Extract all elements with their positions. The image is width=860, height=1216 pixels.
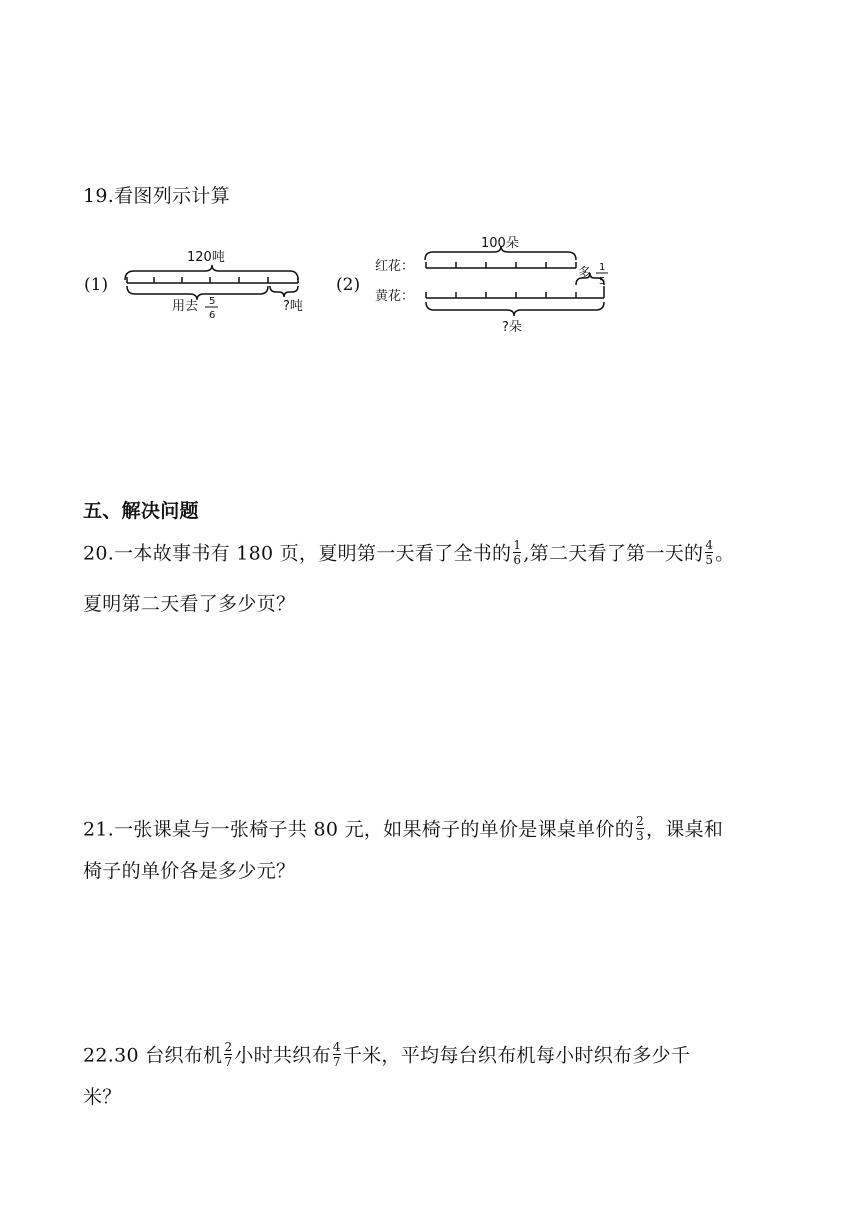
q19-part1-total: 120吨 [187, 250, 225, 265]
q19-part1-used-den: 6 [209, 310, 216, 321]
q20-fraction-2: $\frac{4}{5}$ [705, 538, 714, 567]
q20-line-2: 夏明第二天看了多少页？ [83, 593, 296, 615]
q19-part1-used-text: 用去 [172, 299, 199, 314]
q22-text-a: 22.30 台织布机 [83, 1044, 223, 1067]
q21-text-b: ，课桌和 [646, 818, 724, 841]
q19-part2-more-num: 1 [599, 262, 606, 273]
q22-line-2: 米？ [83, 1086, 122, 1108]
q22-text-b: 小时共织布 [234, 1044, 331, 1067]
q20-text-a: 20.一本故事书有 180 页，夏明第一天看了全书的 [83, 542, 512, 565]
q20-text-c: 。 [715, 542, 735, 565]
q21-line-1 [83, 814, 724, 844]
q19-part2-more-text: 多 [578, 266, 592, 281]
q19-diagrams [0, 228, 860, 348]
q20-text-b: ,第二天看了第一天的 [523, 542, 704, 565]
q20-line-1 [83, 538, 735, 568]
q19-diagram-2 [336, 236, 608, 335]
q22-line-1 [83, 1040, 691, 1070]
q19-part2-yellow-label: 黄花： [375, 289, 415, 304]
q21-fraction: $\frac{2}{3}$ [636, 814, 645, 843]
section-title: 五、解决问题 [83, 500, 199, 522]
q22-fraction-2: $\frac{4}{7}$ [332, 1040, 341, 1069]
q19-part2-more-den: 5 [599, 276, 606, 287]
q19-part2-total: 100朵 [481, 236, 519, 251]
q22-fraction-1: $\frac{2}{7}$ [224, 1040, 233, 1069]
q19-part1-label: (1) [84, 275, 109, 295]
q19-diagram-1 [84, 250, 303, 321]
q21-line-2: 椅子的单价各是多少元？ [83, 860, 296, 882]
q19-part2-label: (2) [336, 275, 361, 295]
q20-fraction-1: $\frac{1}{6}$ [513, 538, 522, 567]
q19-part1-unknown: ?吨 [283, 299, 303, 314]
q21-text-a: 21.一张课桌与一张椅子共 80 元，如果椅子的单价是课桌单价的 [83, 818, 635, 841]
q19-part1-used-num: 5 [209, 296, 216, 307]
q19-part2-unknown: ?朵 [502, 320, 522, 335]
q19-part2-red-label: 红花： [375, 259, 415, 274]
q22-text-c: 千米，平均每台织布机每小时织布多少千 [342, 1044, 691, 1067]
q19-title: 19.看图列示计算 [83, 185, 230, 207]
